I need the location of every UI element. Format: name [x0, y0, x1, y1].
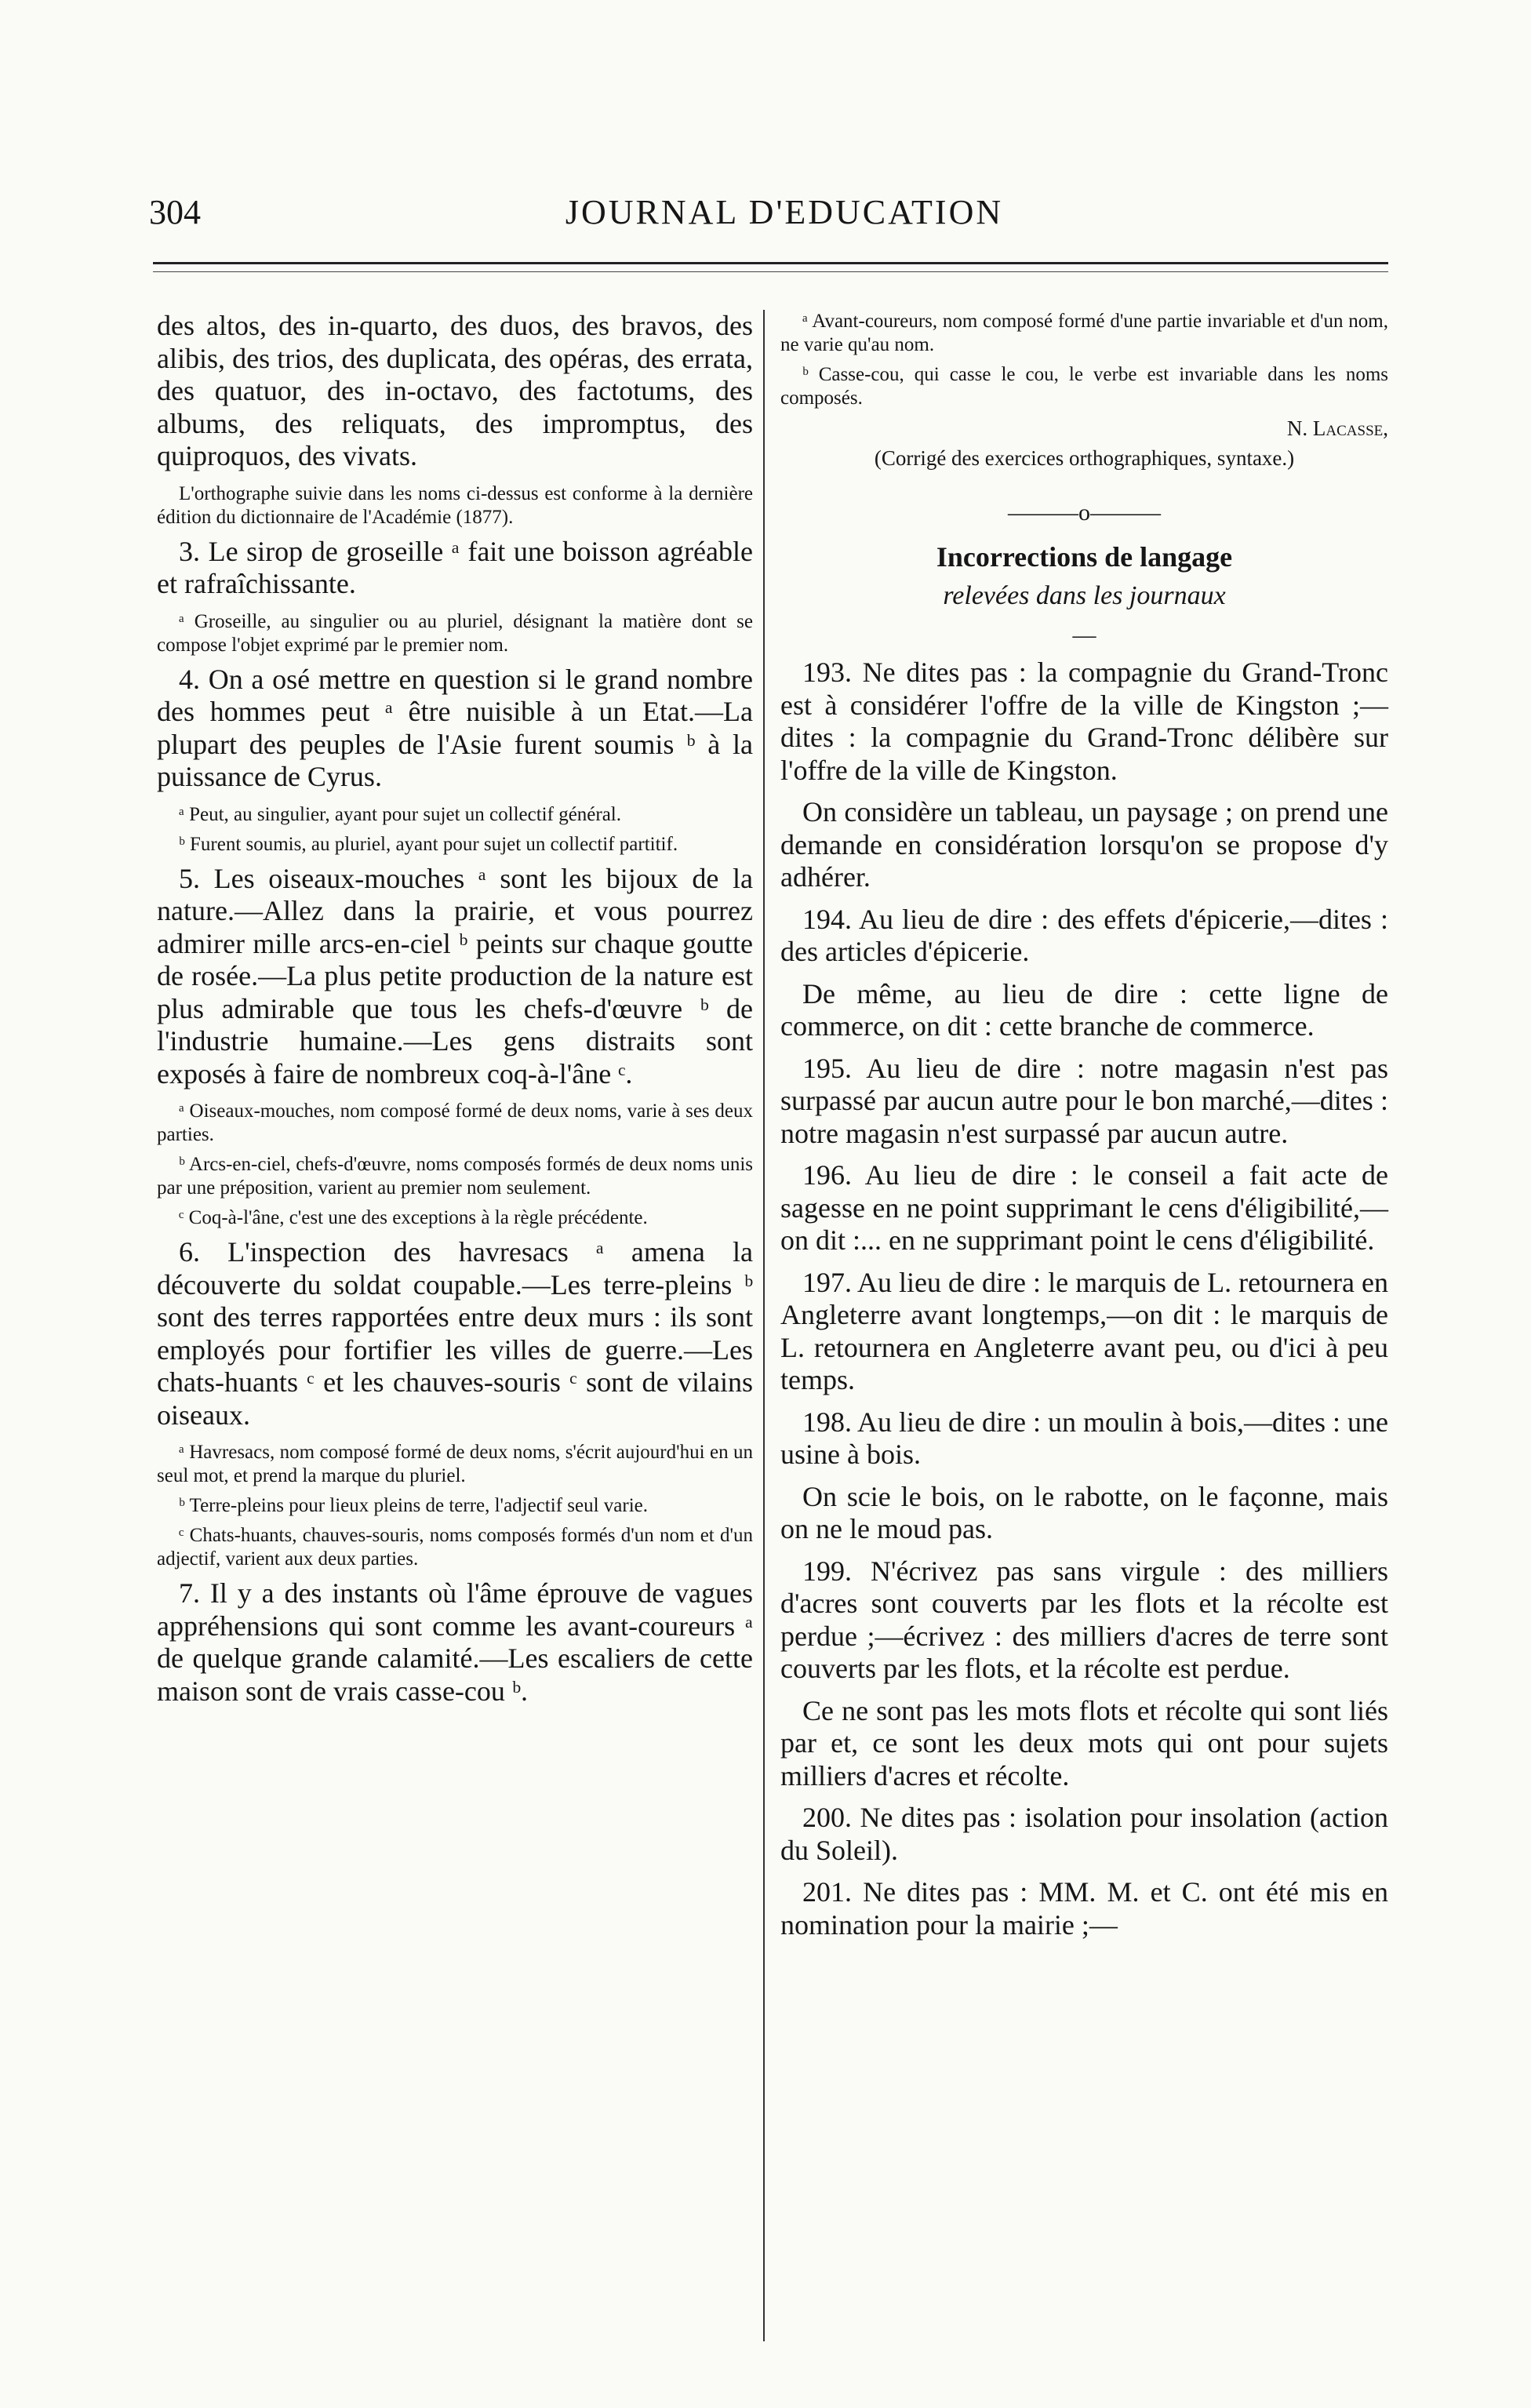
section-title: Incorrections de langage	[936, 541, 1233, 573]
paragraph: 196. Au lieu de dire : le conseil a fait acte de sagesse en ne point supprimant le cens d'éligibilité,—on dit :... en ne supprimant point le cens d'éligibilité.	[780, 1159, 1388, 1256]
paragraph: 6. L'inspection des havresacs ᵃ amena la découverte du soldat coupable.—Les terre-pleins ᵇ sont des terres rapportées entre deux murs : ils sont employés pour fortifier les villes de guerre.—Les chats-huants ᶜ et les chauves-souris ᶜ sont de vilains oiseaux.	[157, 1236, 753, 1431]
section-subtitle: relevées dans les journaux	[943, 581, 1226, 610]
header-rule-thin	[153, 271, 1388, 272]
header-rule	[153, 262, 1388, 264]
paragraph: 200. Ne dites pas : isolation pour insolation (action du Soleil).	[780, 1802, 1388, 1866]
footnote: ᶜ Chats-huants, chauves-souris, noms composés formés d'un nom et d'un adjectif, varient aux deux parties.	[157, 1525, 753, 1570]
paragraph: 7. Il y a des instants où l'âme éprouve de vagues appréhensions qui sont comme les avant-coureurs ᵃ de quelque grande calamité.—Les escaliers de cette maison sont de vrais casse-cou ᵇ.	[157, 1577, 753, 1707]
signature-note: (Corrigé des exercices orthographiques, syntaxe.)	[874, 446, 1295, 470]
paragraph: On considère un tableau, un paysage ; on prend une demande en considération lorsqu'on se propose d'y adhérer.	[780, 796, 1388, 893]
paragraph: 193. Ne dites pas : la compagnie du Grand-Tronc est à considérer l'offre de la ville de Kingston ;—dites : la compagnie du Grand-Tronc délibère sur l'offre de la ville de Kingston.	[780, 657, 1388, 786]
paragraph: des altos, des in-quarto, des duos, des bravos, des alibis, des trios, des duplicata, des opéras, des errata, des quatuor, des in-octavo, des factotums, des albums, des reliquats, des impromptus, des quiproquos, des vivats.	[157, 310, 753, 471]
running-title: JOURNAL D'EDUCATION	[565, 193, 1004, 231]
author-signature: N. Lacasse,	[1286, 416, 1388, 440]
paragraph: De même, au lieu de dire : cette ligne de commerce, on dit : cette branche de commerce.	[780, 977, 1388, 1042]
paragraph: 199. N'écrivez pas sans virgule : des milliers d'acres sont couverts par les flots et la récolte est perdue ;—écrivez : des milliers d'acres de terre sont couverts par les flots, et la récolte est perdue.	[780, 1555, 1388, 1684]
paragraph: Ce ne sont pas les mots flots et récolte qui sont liés par et, ce sont les deux mots qui ont pour sujets milliers d'acres et récolte.	[780, 1694, 1388, 1791]
paragraph: 5. Les oiseaux-mouches ᵃ sont les bijoux de la nature.—Allez dans la prairie, et vous pourrez admirer mille arcs-en-ciel ᵇ peints sur chaque goutte de rosée.—La plus petite production de la nature est plus admirable que tous les chefs-d'œuvre ᵇ de l'industrie humaine.—Les gens distraits sont exposés à faire de nombreux coq-à-l'âne ᶜ.	[157, 862, 753, 1089]
page-number: 304	[149, 193, 201, 231]
footnote: ᵃ Groseille, au singulier ou au pluriel, désignant la matière dont se compose l'objet exprimé par le premier nom.	[157, 610, 753, 656]
left-column	[157, 310, 753, 1717]
footnote: ᵃ Havresacs, nom composé formé de deux noms, s'écrit aujourd'hui en un seul mot, et prend la marque du pluriel.	[157, 1442, 753, 1486]
footnote: L'orthographe suivie dans les noms ci-dessus est conforme à la dernière édition du dictionnaire de l'Académie (1877).	[157, 482, 753, 528]
footnote: ᵇ Terre-pleins pour lieux pleins de terre, l'adjectif seul varie.	[179, 1495, 648, 1516]
footnote: ᵃ Peut, au singulier, ayant pour sujet un collectif général.	[179, 803, 622, 825]
footnote: ᵃ Avant-coureurs, nom composé formé d'une partie invariable et d'un nom, ne varie qu'au nom.	[780, 311, 1388, 355]
section-ornament: ———o———	[1008, 500, 1161, 526]
paragraph: On scie le bois, on le rabotte, on le façonne, mais on ne le moud pas.	[780, 1480, 1388, 1544]
paragraph: 198. Au lieu de dire : un moulin à bois,—dites : une usine à bois.	[780, 1406, 1388, 1470]
paragraph: 195. Au lieu de dire : notre magasin n'est pas surpassé par aucun autre pour le bon marché,—dites : notre magasin n'est surpassé par aucun autre.	[780, 1052, 1388, 1149]
paragraph: 4. On a osé mettre en question si le grand nombre des hommes peut ᵃ être nuisible à un Etat.—La plupart des peuples de l'Asie furent soumis ᵇ à la puissance de Cyrus.	[157, 663, 753, 792]
footnote: ᵇ Furent soumis, au pluriel, ayant pour sujet un collectif partitif.	[179, 833, 678, 855]
page-header	[149, 192, 1420, 239]
paragraph: 197. Au lieu de dire : le marquis de L. retournera en Angleterre avant longtemps,—on dit : le marquis de L. retournera en Angleterre avant peu, ou d'ici à peu temps.	[780, 1266, 1388, 1395]
footnote: ᵇ Arcs-en-ciel, chefs-d'œuvre, noms composés formés de deux noms unis par une préposition, varient au premier nom seulement.	[157, 1154, 753, 1199]
section-dash: —	[1072, 622, 1096, 648]
paragraph: 201. Ne dites pas : MM. M. et C. ont été mis en nomination pour la mairie ;—	[780, 1876, 1388, 1941]
paragraph: 194. Au lieu de dire : des effets d'épicerie,—dites : des articles d'épicerie.	[780, 903, 1388, 967]
right-column	[780, 310, 1388, 1951]
footnote: ᵃ Oiseaux-mouches, nom composé formé de deux noms, varie à ses deux parties.	[157, 1100, 753, 1145]
column-divider	[763, 310, 765, 2341]
footnote: ᶜ Coq-à-l'âne, c'est une des exceptions à la règle précédente.	[179, 1207, 648, 1228]
footnote: ᵇ Casse-cou, qui casse le cou, le verbe est invariable dans les noms composés.	[780, 364, 1388, 409]
paragraph: 3. Le sirop de groseille ᵃ fait une boisson agréable et rafraîchissante.	[157, 535, 753, 599]
